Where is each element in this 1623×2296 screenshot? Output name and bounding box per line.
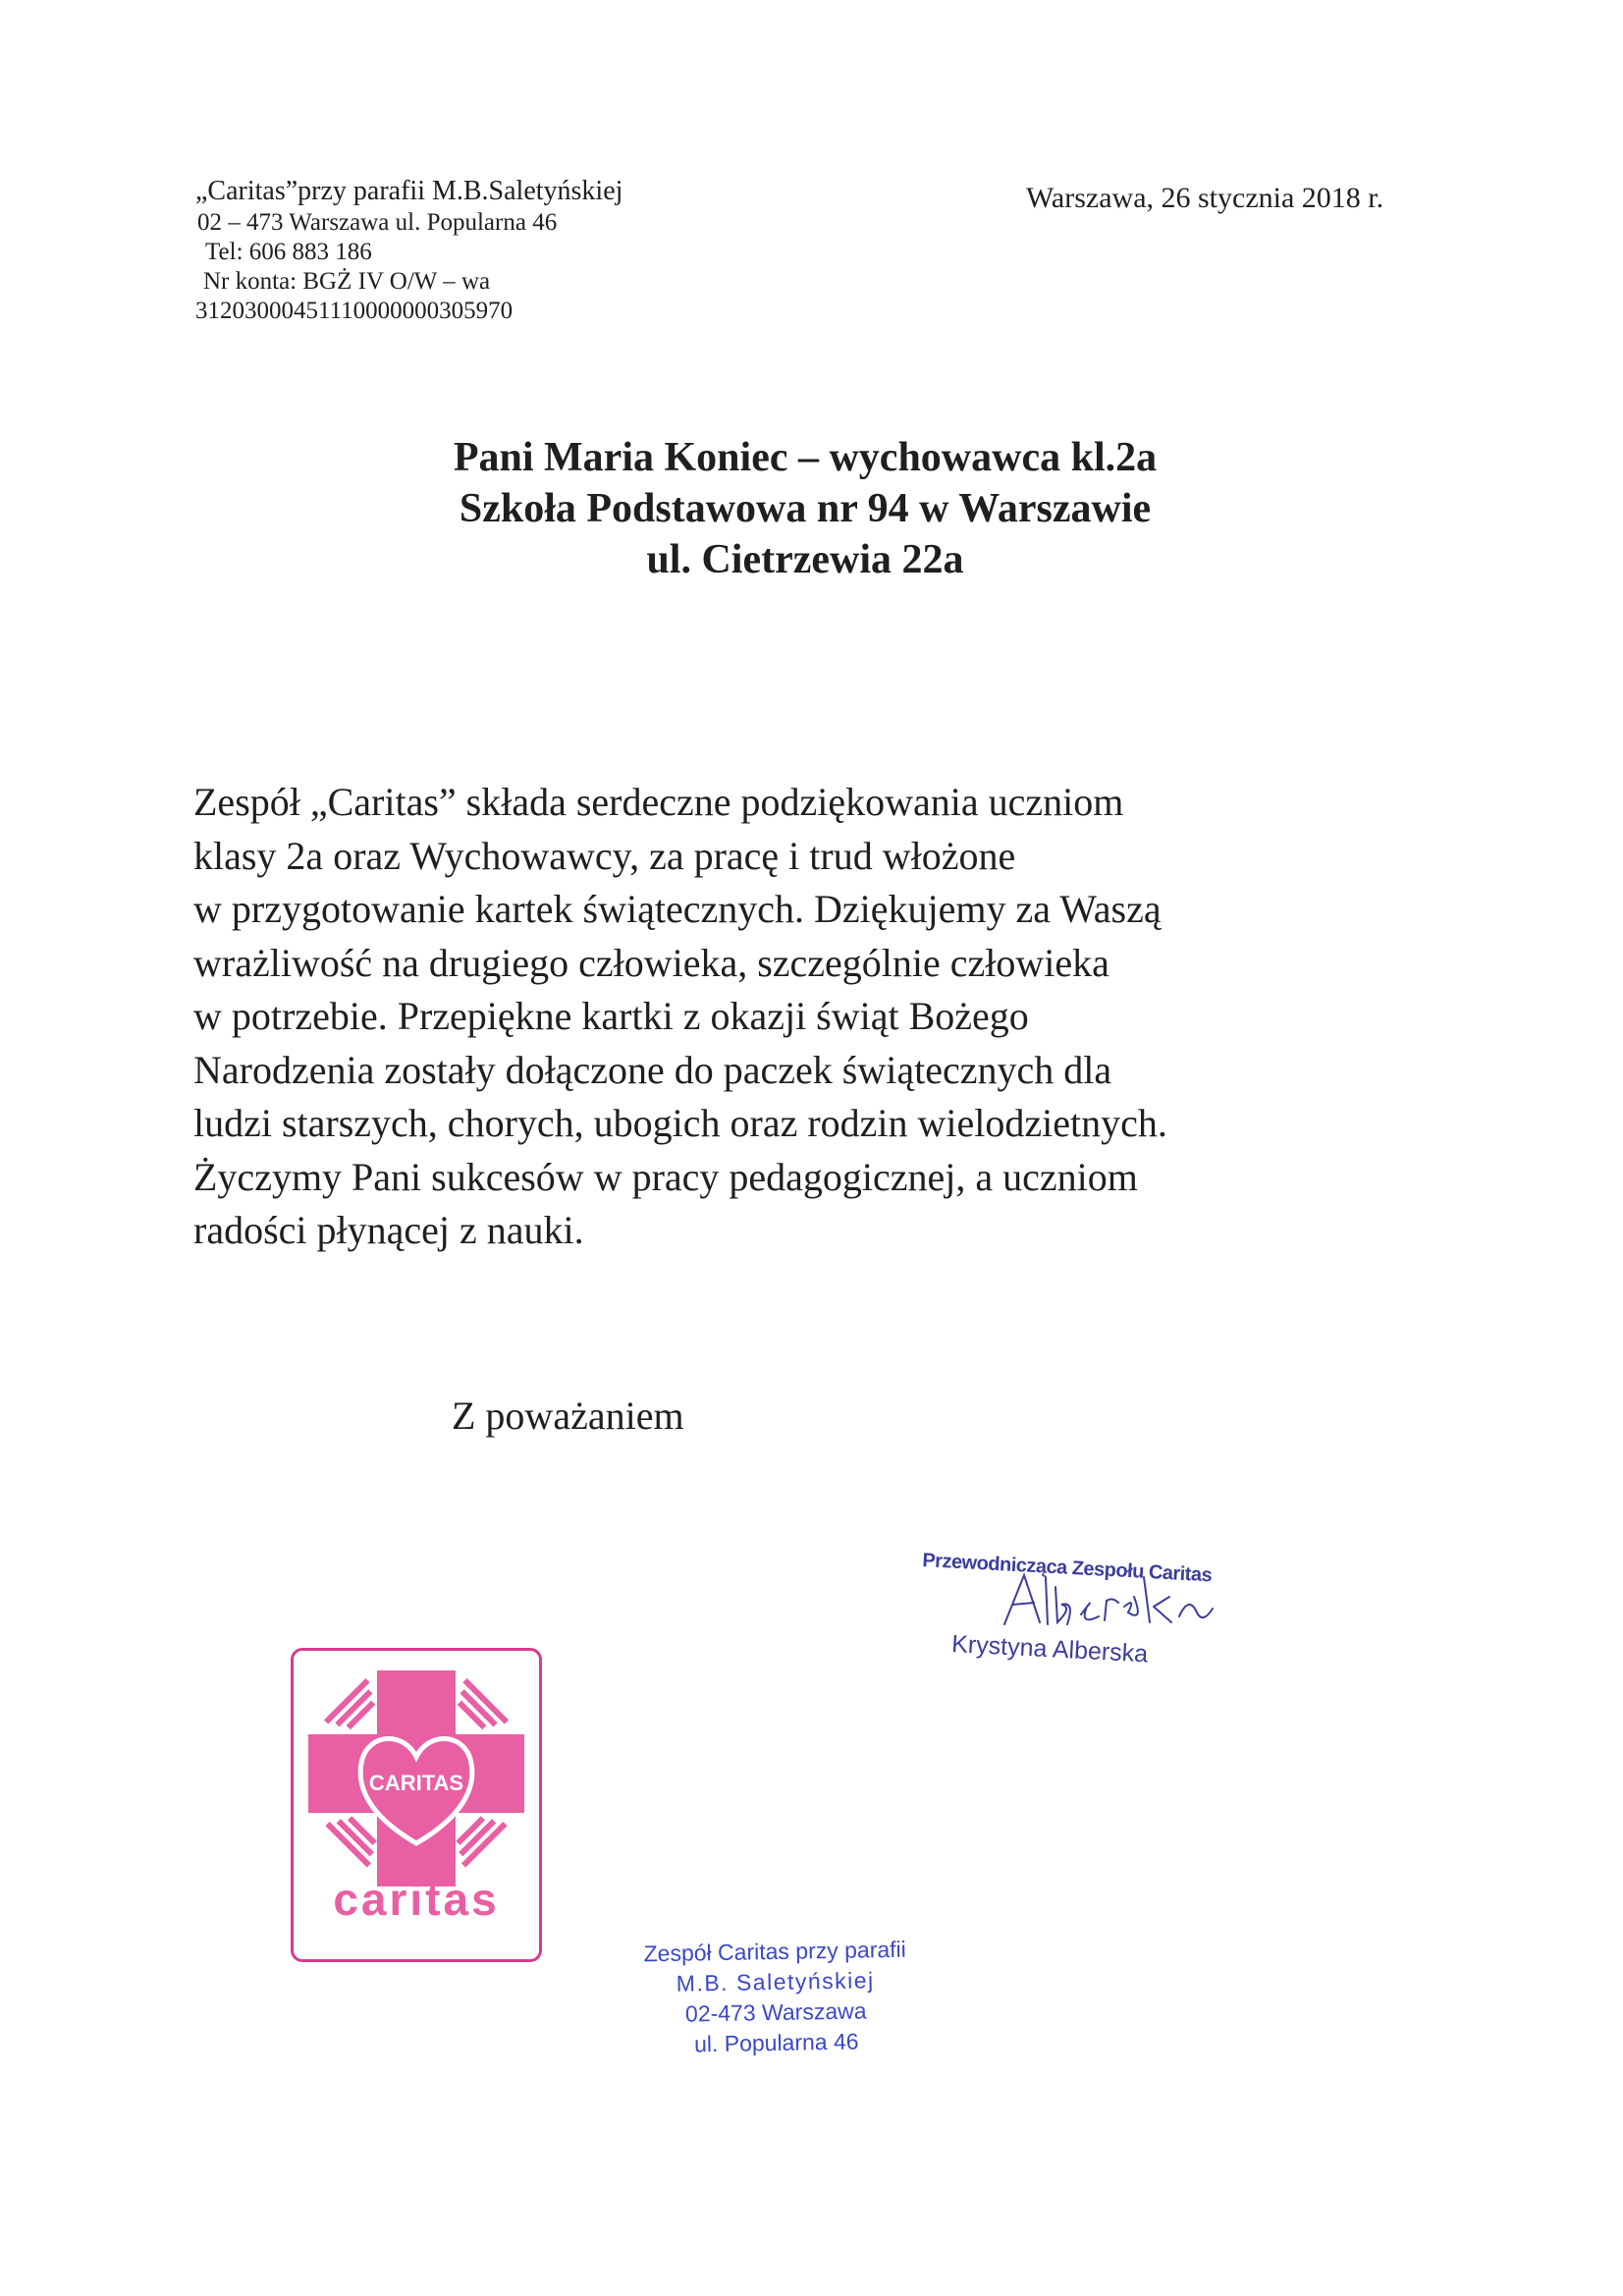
recipient-block (324, 432, 1286, 585)
stamp-line: M.B. Saletyńskiej (676, 1967, 875, 1996)
closing-salutation: Z poważaniem (452, 1394, 684, 1438)
body-line: klasy 2a oraz Wychowawcy, za pracę i trud włożone (193, 833, 1016, 878)
signature-block (918, 1540, 1232, 1677)
stamp-line: 02-473 Warszawa (684, 1997, 867, 2027)
handwritten-signature (997, 1567, 1232, 1636)
body-line: radości płynącej z nauki. (193, 1208, 584, 1252)
body-line: wrażliwość na drugiego człowieka, szczególnie człowieka (193, 940, 1109, 985)
recipient-street: ul. Cietrzewia 22a (646, 537, 964, 582)
body-line: Życzymy Pani sukcesów w pracy pedagogicznej, a uczniom (193, 1154, 1138, 1199)
letter-date: Warszawa, 26 stycznia 2018 r. (1026, 182, 1384, 214)
recipient-school: Szkoła Podstawowa nr 94 w Warszawie (459, 486, 1152, 531)
sender-name: „Caritas”przy parafii M.B.Saletyńskiej (195, 176, 623, 206)
sender-bank: Nr konta: BGŻ IV O/W – wa (203, 268, 491, 295)
body-line: w przygotowanie kartek świątecznych. Dziękujemy za Waszą (193, 887, 1162, 931)
stamp-line: ul. Popularna 46 (693, 2028, 859, 2057)
sender-phone: Tel: 606 883 186 (205, 239, 372, 265)
caritas-logo (291, 1648, 542, 1962)
sender-address (195, 175, 622, 326)
letter-body (193, 776, 1167, 1258)
stamp-line: Zespół Caritas przy parafii (643, 1936, 906, 1967)
parish-stamp (588, 1934, 963, 2062)
body-line: Zespół „Caritas” składa serdeczne podziękowania uczniom (193, 780, 1124, 824)
signature-name: Krystyna Alberska (950, 1630, 1149, 1668)
caritas-logo-word: caritas (333, 1874, 500, 1925)
recipient-name: Pani Maria Koniec – wychowawca kl.2a (453, 435, 1158, 480)
signature-title: Przewodnicząca Zespołu Caritas (921, 1550, 1213, 1587)
body-line: Narodzenia zostały dołączone do paczek świątecznych dla (193, 1047, 1112, 1092)
body-line: ludzi starszych, chorych, ubogich oraz rodzin wielodzietnych. (193, 1101, 1167, 1145)
sender-account-number: 31203000451110000000305970 (195, 298, 514, 324)
heart-lettering: CARITAS (368, 1771, 464, 1795)
body-line: w potrzebie. Przepiękne kartki z okazji świąt Bożego (193, 994, 1029, 1038)
sender-street: 02 – 473 Warszawa ul. Popularna 46 (197, 209, 558, 236)
